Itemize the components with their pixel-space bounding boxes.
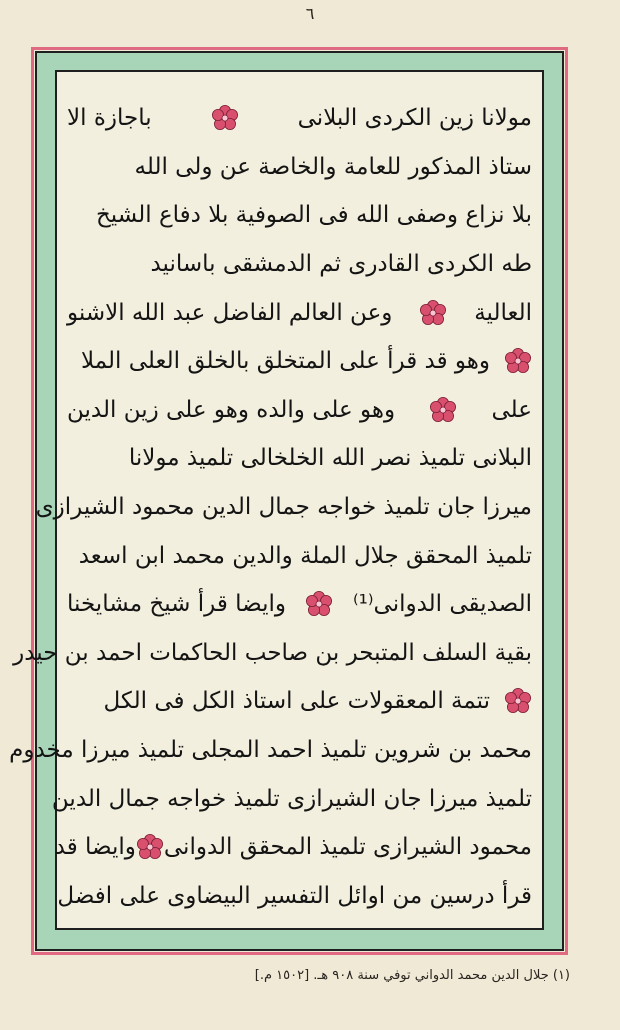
- line-segment: وهو قد قرأ على المتخلق بالخلق العلى الملا: [81, 348, 490, 375]
- text-line: [67, 434, 532, 483]
- line-segment: طه الكردى القادرى ثم الدمشقى باسانيد: [150, 251, 532, 278]
- text-line: [57, 872, 532, 921]
- rosette-icon: [504, 347, 532, 375]
- line-segment: محمد بن شروين تلميذ احمد المجلى تلميذ ميرزا مخدوم: [9, 737, 532, 764]
- line-segment: ستاذ المذكور للعامة والخاصة عن ولى الله: [134, 153, 532, 180]
- text-line: [67, 386, 532, 435]
- page-number: ٦: [305, 4, 315, 23]
- line-segment: باجازة الا: [67, 105, 152, 132]
- line-segment: وعن العالم الفاضل عبد الله الاشنو: [67, 299, 393, 326]
- line-segment: وايضا قد: [54, 834, 136, 861]
- line-segment: الصديقى الدوانى⁽¹⁾: [352, 591, 532, 618]
- line-segment: قرأ درسين من اوائل التفسير البيضاوى على افضل: [57, 882, 532, 909]
- text-line: [51, 774, 532, 823]
- text-line: [67, 288, 532, 337]
- rosette-icon: [429, 396, 457, 424]
- line-segment: وهو على والده وهو على زين الدين: [67, 396, 396, 423]
- line-segment: العالية: [474, 299, 532, 326]
- rosette-icon: [136, 833, 164, 861]
- text-line: [67, 677, 532, 726]
- text-line: [67, 337, 532, 386]
- text-line: [67, 94, 532, 143]
- text-line: [35, 483, 532, 532]
- text-line: [67, 240, 532, 289]
- text-line: [13, 629, 532, 678]
- rosette-icon: [419, 299, 447, 327]
- line-segment: تلميذ ميرزا جان الشيرازى تلميذ خواجه جمال الدين: [51, 785, 532, 812]
- footnote: (١) جلال الدين محمد الدواني توفي سنة ٩٠٨ هـ. [١٥٠٢ م.]: [254, 968, 570, 983]
- text-panel: [9, 70, 544, 930]
- text-line: [67, 143, 532, 192]
- rosette-icon: [305, 590, 333, 618]
- line-segment: وايضا قرأ شيخ مشايخنا: [67, 591, 286, 618]
- text-line: [67, 580, 532, 629]
- line-segment: البلانى تلميذ نصر الله الخلخالى تلميذ مولانا: [128, 445, 532, 472]
- text-line: [9, 726, 532, 775]
- line-segment: ميرزا جان تلميذ خواجه جمال الدين محمود الشيرازى: [35, 494, 532, 521]
- text-lines: [9, 94, 532, 920]
- text-line: [67, 531, 532, 580]
- line-segment: تتمة المعقولات على استاذ الكل فى الكل: [103, 688, 490, 715]
- line-segment: بلا نزاع وصفى الله فى الصوفية بلا دفاع الشيخ: [95, 202, 532, 229]
- line-segment: محمود الشيرازى تلميذ المحقق الدوانى: [163, 834, 532, 861]
- rosette-icon: [211, 104, 239, 132]
- line-segment: تلميذ المحقق جلال الملة والدين محمد ابن اسعد: [78, 542, 532, 569]
- line-segment: مولانا زين الكردى البلانى: [297, 105, 532, 132]
- rosette-icon: [504, 687, 532, 715]
- line-segment: بقية السلف المتبحر بن صاحب الحاكمات احمد بن حيدر: [13, 639, 532, 666]
- line-segment: على: [491, 396, 532, 423]
- text-line: [54, 823, 532, 872]
- text-line: [67, 191, 532, 240]
